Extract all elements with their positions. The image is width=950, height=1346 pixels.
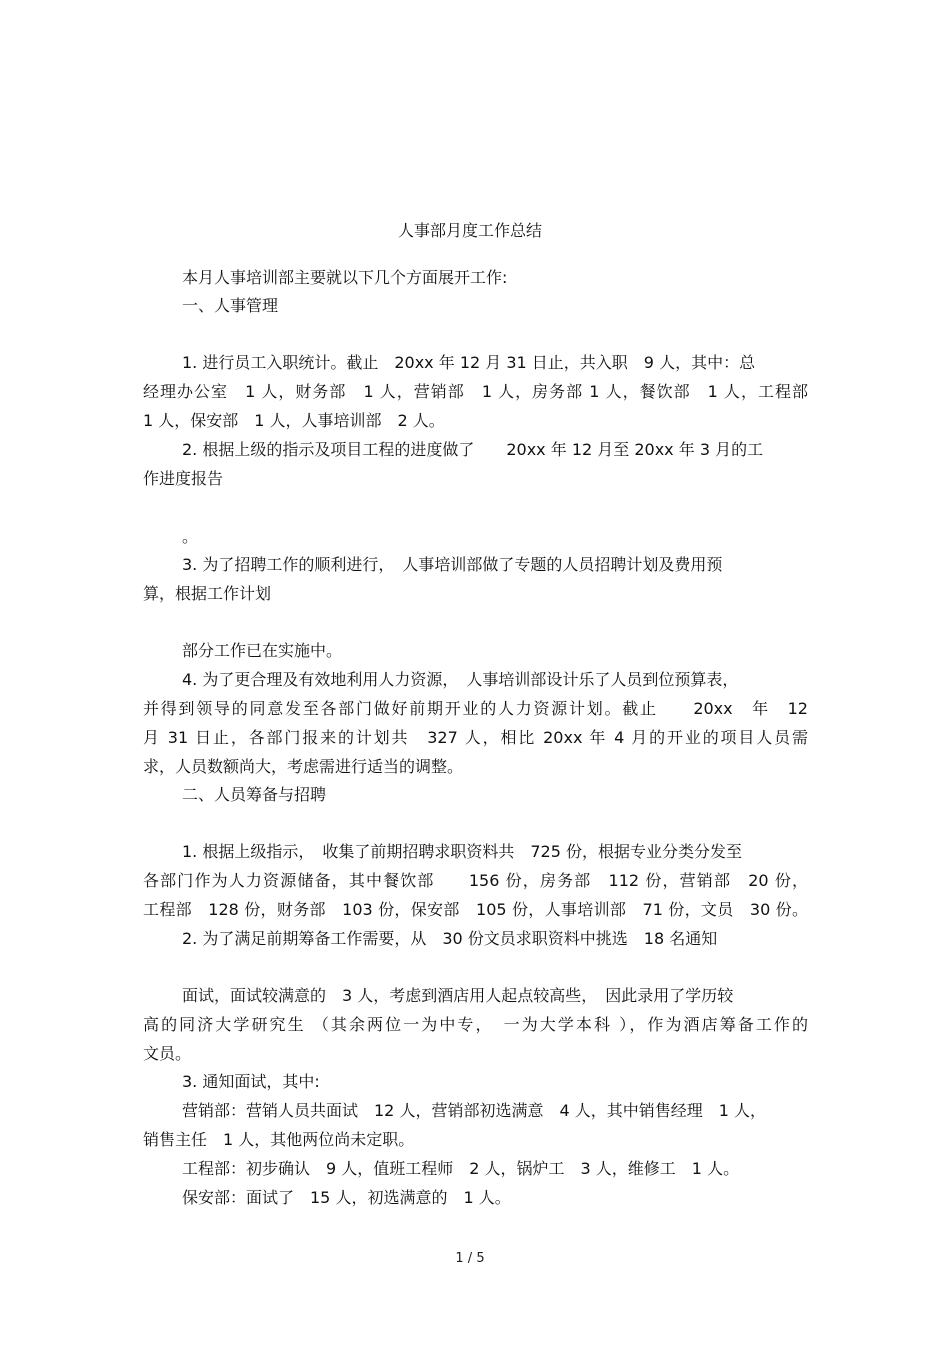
paragraph-line: 3. 通知面试，其中:: [182, 1072, 320, 1091]
paragraph-line: 文员。: [143, 1044, 192, 1063]
paragraph-line: 部分工作已在实施中。: [182, 641, 343, 660]
paragraph-line: 面试，面试较满意的 3 人，考虑到酒店用人起点较高些， 因此录用了学历较: [182, 986, 734, 1005]
paragraph-line: 各部门作为人力资源储备，其中餐饮部 156 份，房务部 112 份，营销部 20 份，: [143, 871, 808, 890]
paragraph-line: 作进度报告: [143, 469, 224, 488]
document-title: 人事部月度工作总结: [397, 221, 542, 240]
intro-line: 本月人事培训部主要就以下几个方面展开工作:: [182, 268, 508, 287]
paragraph-line: 算，根据工作计划: [143, 584, 272, 603]
paragraph-line: 1 人，保安部 1 人，人事培训部 2 人。: [143, 411, 445, 430]
paragraph-line: 2. 根据上级的指示及项目工程的进度做了 20xx 年 12 月至 20xx 年 3 月的工: [182, 440, 764, 459]
paragraph-line: 工程部 128 份，财务部 103 份，保安部 105 份，人事培训部 71 份，文员 30 份。: [143, 900, 808, 919]
section-heading-1: 一、人事管理: [182, 296, 279, 315]
paragraph-line: 营销部：营销人员共面试 12 人，营销部初选满意 4 人，其中销售经理 1 人，: [182, 1101, 766, 1120]
section-heading-2: 二、人员筹备与招聘: [182, 785, 327, 804]
paragraph-line: 3. 为了招聘工作的顺利进行， 人事培训部做了专题的人员招聘计划及费用预: [182, 555, 723, 574]
paragraph-line: 求，人员数额尚大，考虑需进行适当的调整。: [143, 757, 464, 776]
paragraph-line: 保安部：面试了 15 人，初选满意的 1 人。: [182, 1188, 511, 1207]
paragraph-line: 1. 进行员工入职统计。截止 20xx 年 12 月 31 日止，共入职 9 人，其中：总: [182, 353, 756, 372]
paragraph-line: 1. 根据上级指示， 收集了前期招聘求职资料共 725 份，根据专业分类分发至: [182, 842, 742, 861]
paragraph-line: 经理办公室 1 人，财务部 1 人，营销部 1 人，房务部 1 人，餐饮部 1 人，工程部: [143, 382, 808, 401]
paragraph-line: 并得到领导的同意发至各部门做好前期开业的人力资源计划。截止 20xx 年 12: [143, 699, 808, 718]
paragraph-line: 月 31 日止，各部门报来的计划共 327 人，相比 20xx 年 4 月的开业的项目人员需: [143, 728, 808, 747]
paragraph-line: 4. 为了更合理及有效地利用人力资源， 人事培训部设计乐了人员到位预算表，: [182, 670, 739, 689]
paragraph-line: 销售主任 1 人，其他两位尚未定职。: [143, 1130, 415, 1149]
paragraph-line: 2. 为了满足前期筹备工作需要，从 30 份文员求职资料中挑选 18 名通知: [182, 929, 718, 948]
page-number: 1 / 5: [455, 1251, 485, 1266]
paragraph-line: 工程部：初步确认 9 人，值班工程师 2 人，锅炉工 3 人，维修工 1 人。: [182, 1159, 740, 1178]
paragraph-line: 。: [182, 527, 199, 546]
paragraph-line: 高的同济大学研究生 （其余两位一为中专， 一为大学本科 ），作为酒店筹备工作的: [143, 1015, 808, 1034]
